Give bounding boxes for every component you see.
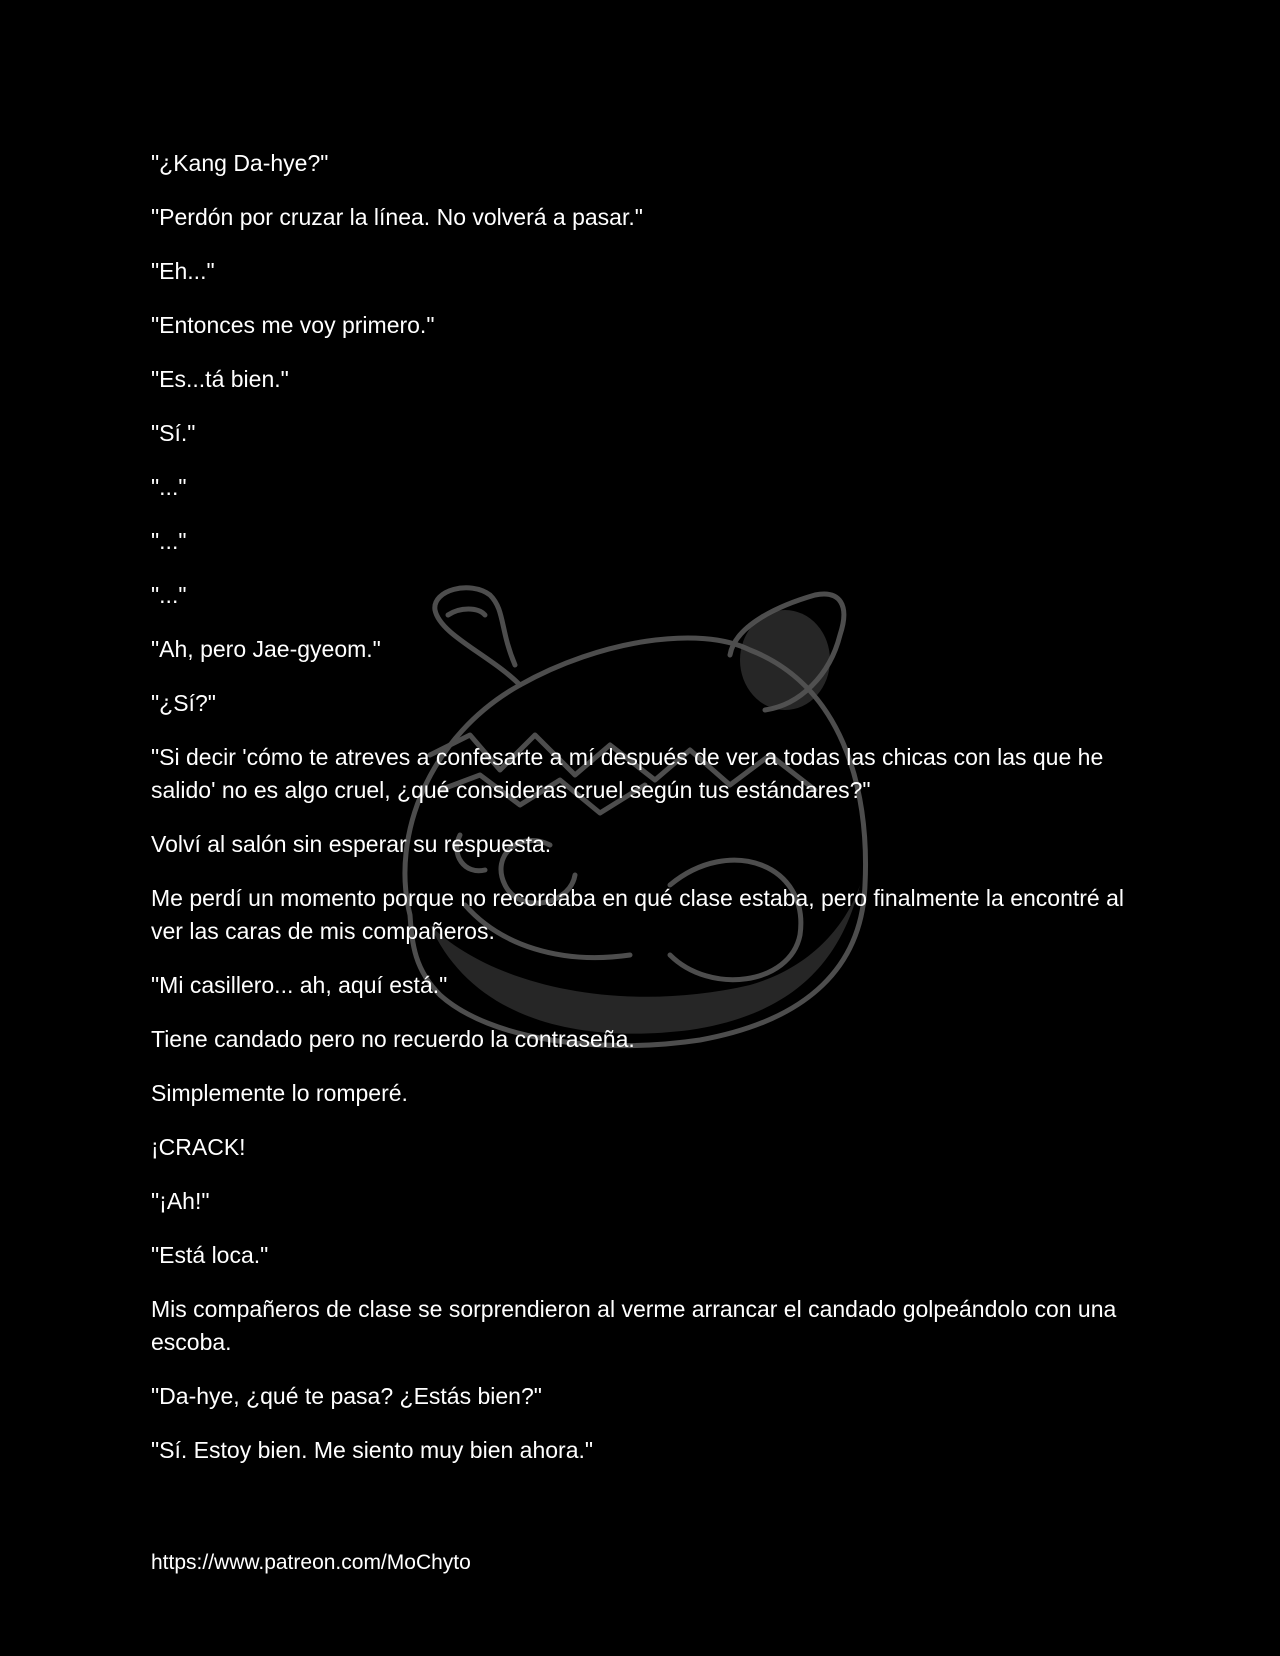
story-paragraph: "Sí." bbox=[151, 420, 196, 446]
story-paragraph: "Si decir 'cómo te atreves a confesarte a mí después de ver a todas las chicas con las que he salido' no es algo cruel, ¿qué consideras cruel según tus estándares?" bbox=[151, 744, 1110, 803]
story-paragraph: Tiene candado pero no recuerdo la contraseña. bbox=[151, 1026, 635, 1052]
story-paragraph: "Ah, pero Jae-gyeom." bbox=[151, 636, 381, 662]
story-paragraph: "¿Sí?" bbox=[151, 690, 216, 716]
story-paragraph: Mis compañeros de clase se sorprendieron al verme arrancar el candado golpeándolo con una escoba. bbox=[151, 1296, 1123, 1355]
patreon-link[interactable]: https://www.patreon.com/MoChyto bbox=[151, 1551, 471, 1574]
story-paragraph: Me perdí un momento porque no recordaba en qué clase estaba, pero finalmente la encontré al ver las caras de mis compañeros. bbox=[151, 885, 1131, 944]
story-paragraph: "..." bbox=[151, 582, 187, 608]
story-paragraph: "¡Ah!" bbox=[151, 1188, 210, 1214]
story-paragraph: ¡CRACK! bbox=[151, 1134, 246, 1160]
story-paragraph: "..." bbox=[151, 528, 187, 554]
story-text bbox=[151, 147, 1131, 1488]
story-paragraph: Volví al salón sin esperar su respuesta. bbox=[151, 831, 552, 857]
story-paragraph: "Eh..." bbox=[151, 258, 215, 284]
story-paragraph: Simplemente lo romperé. bbox=[151, 1080, 408, 1106]
story-paragraph: "Da-hye, ¿qué te pasa? ¿Estás bien?" bbox=[151, 1383, 542, 1409]
story-paragraph: "Entonces me voy primero." bbox=[151, 312, 435, 338]
story-paragraph: "Mi casillero... ah, aquí está." bbox=[151, 972, 448, 998]
story-paragraph: "Sí. Estoy bien. Me siento muy bien ahora." bbox=[151, 1437, 594, 1463]
story-paragraph: "Está loca." bbox=[151, 1242, 269, 1268]
story-paragraph: "..." bbox=[151, 474, 187, 500]
story-paragraph: "¿Kang Da-hye?" bbox=[151, 150, 329, 176]
story-paragraph: "Es...tá bien." bbox=[151, 366, 289, 392]
story-paragraph: "Perdón por cruzar la línea. No volverá a pasar." bbox=[151, 204, 643, 230]
